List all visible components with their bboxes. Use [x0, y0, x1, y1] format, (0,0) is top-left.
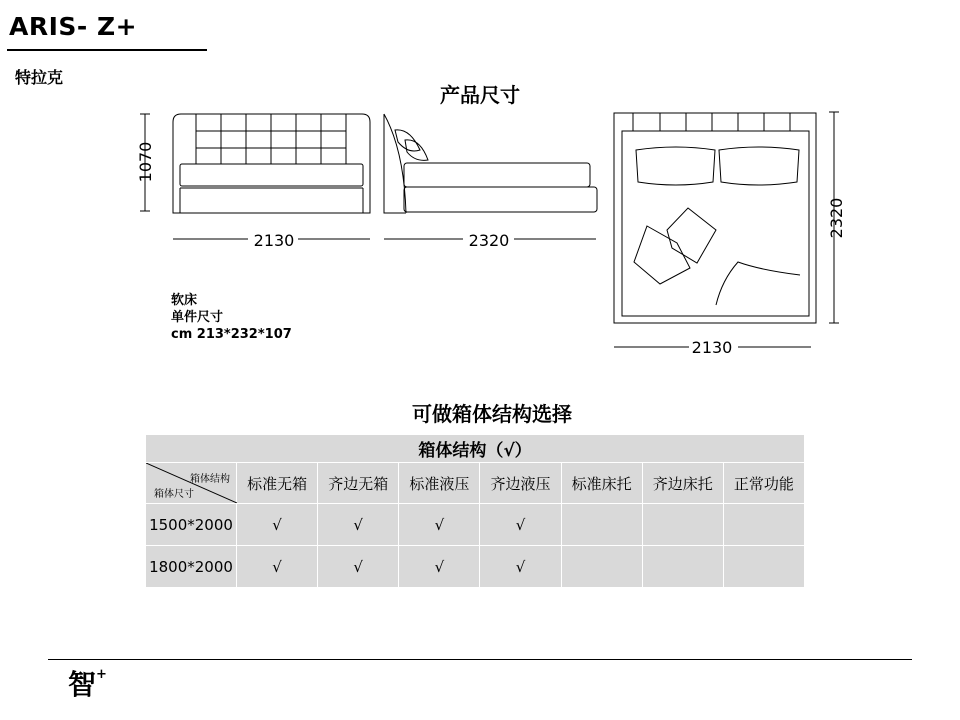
col-header: 正常功能: [723, 463, 804, 504]
spec-type: 软床: [171, 293, 198, 308]
top-length-label: 2320: [827, 197, 846, 239]
table-caption: 箱体结构（√）: [146, 435, 805, 463]
col-header: 标准床托: [561, 463, 642, 504]
table-cell: √: [237, 504, 318, 546]
logo-plus: +: [96, 666, 107, 682]
table-cell: √: [399, 504, 480, 546]
table-row: [146, 504, 805, 546]
table-row: [146, 546, 805, 588]
table-cell: √: [480, 546, 561, 588]
structure-heading: 可做箱体结构选择: [412, 402, 572, 426]
table-cell: [723, 504, 804, 546]
dimensions-heading: 产品尺寸: [440, 83, 520, 107]
col-header: 标准无箱: [237, 463, 318, 504]
row-size: 1500*2000: [146, 504, 237, 546]
logo-char: 智: [68, 668, 97, 701]
col-header: 标准液压: [399, 463, 480, 504]
corner-bottom-label: 箱体尺寸: [154, 489, 194, 500]
col-header: 齐边液压: [480, 463, 561, 504]
page-title: ARIS- Z+: [9, 12, 138, 41]
front-height-label: 1070: [136, 141, 155, 183]
table-cell: √: [237, 546, 318, 588]
table-cell: [642, 546, 723, 588]
col-header: 齐边床托: [642, 463, 723, 504]
row-size: 1800*2000: [146, 546, 237, 588]
brand-logo: [68, 663, 107, 703]
table-cell: [723, 546, 804, 588]
table-cell: [561, 504, 642, 546]
table-cell: √: [480, 504, 561, 546]
side-view-drawing: [384, 114, 597, 239]
table-cell: √: [318, 546, 399, 588]
top-width-label: 2130: [691, 338, 733, 357]
side-length-label: 2320: [468, 231, 510, 250]
table-cell: [561, 546, 642, 588]
spec-block: [171, 292, 292, 343]
structure-table: [145, 434, 805, 588]
spec-unit-label: 单件尺寸: [171, 310, 224, 325]
table-cell: [642, 504, 723, 546]
footer-rule: [48, 659, 912, 660]
top-view-drawing: [614, 112, 839, 347]
corner-top-label: 箱体结构: [190, 474, 230, 485]
spec-size: cm 213*232*107: [171, 327, 292, 342]
product-name: 特拉克: [15, 68, 64, 87]
front-width-label: 2130: [253, 231, 295, 250]
col-header: 齐边无箱: [318, 463, 399, 504]
front-view-drawing: [140, 114, 370, 239]
table-cell: √: [318, 504, 399, 546]
table-cell: √: [399, 546, 480, 588]
corner-cell: [146, 463, 237, 504]
